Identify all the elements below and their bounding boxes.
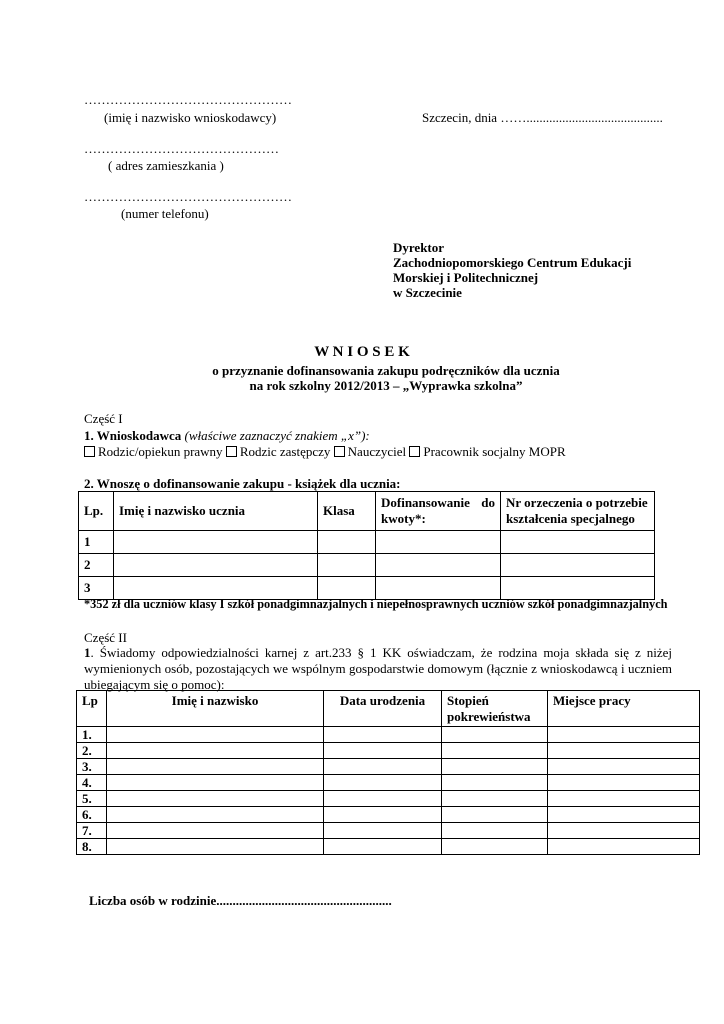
family-count: Liczba osób w rodzinie...................................................... [89, 893, 392, 908]
family-statement: 1. Świadomy odpowiedzialności karnej z art.233 § 1 KK oświadczam, że rodzina moja składa się z niżej wymienionych osób, pozostających we wspólnym gospodarstwie domowym (łącznie z wnioskodawcą i uczniem ubiegającym się o pomoc): [84, 645, 672, 692]
phone-dots: ………………………………………… [84, 189, 292, 204]
table-row: 3. [77, 759, 700, 775]
address-label: ( adres zamieszkania ) [108, 158, 224, 173]
table-row: 1 [79, 531, 655, 554]
applicant-question [84, 428, 370, 444]
checkbox-icon[interactable] [409, 446, 420, 457]
checkbox-icon[interactable] [226, 446, 237, 457]
col-lp: Lp. [79, 492, 114, 531]
col-name: Imię i nazwisko [107, 691, 324, 727]
city-date: Szczecin, dnia …….......................................... [422, 110, 663, 125]
checkbox-icon[interactable] [334, 446, 345, 457]
part1-label: Część I [84, 411, 123, 426]
recipient-line2: Zachodniopomorskiego Centrum Edukacji [393, 255, 632, 270]
table-row: 2. [77, 743, 700, 759]
name-dots: ………………………………………… [84, 92, 292, 107]
recipient-line3: Morskiej i Politechnicznej [393, 270, 539, 285]
document-subtitle-2: na rok szkolny 2012/2013 – „Wyprawka szkolna” [249, 378, 523, 393]
table-row: 2 [79, 554, 655, 577]
address-dots: ……………………………………… [84, 141, 279, 156]
table-row: 5. [77, 791, 700, 807]
recipient-line1: Dyrektor [393, 240, 445, 255]
checkbox-icon[interactable] [84, 446, 95, 457]
student-table [78, 491, 655, 600]
col-workplace: Miejsce pracy [548, 691, 700, 727]
applicant-question-hint: (właściwe zaznaczyć znakiem „x”): [184, 428, 370, 443]
family-table [76, 690, 700, 855]
option-parent[interactable]: Rodzic/opiekun prawny [84, 444, 223, 459]
table-row: 3 [79, 577, 655, 600]
name-label: (imię i nazwisko wnioskodawcy) [104, 110, 277, 125]
recipient-line4: w Szczecinie [393, 285, 462, 300]
table-header-row [77, 691, 700, 727]
col-class: Klasa [318, 492, 376, 531]
col-relationship: Stopień pokrewieństwa [442, 691, 548, 727]
footnote: *352 zł dla uczniów klasy I szkół ponadgimnazjalnych i niepełnosprawnych uczniów szkół ponadgimnazjalnych [84, 597, 668, 611]
col-certificate: Nr orzeczenia o potrzebie kształcenia specjalnego [501, 492, 655, 531]
table-row: 7. [77, 823, 700, 839]
option-teacher[interactable]: Nauczyciel [334, 444, 406, 459]
phone-label: (numer telefonu) [121, 206, 209, 221]
col-lp: Lp [77, 691, 107, 727]
option-social-worker[interactable]: Pracownik socjalny MOPR [409, 444, 565, 459]
table-row: 8. [77, 839, 700, 855]
col-student-name: Imię i nazwisko ucznia [114, 492, 318, 531]
document-title: W N I O S E K [314, 344, 410, 360]
books-question: 2. Wnoszę o dofinansowanie zakupu - książek dla ucznia: [84, 476, 401, 491]
table-row: 1. [77, 727, 700, 743]
document-subtitle-1: o przyznanie dofinansowania zakupu podręczników dla ucznia [212, 363, 560, 378]
col-funding: Dofinansowanie do kwoty*: [376, 492, 501, 531]
applicant-options [84, 444, 566, 460]
col-birth-date: Data urodzenia [324, 691, 442, 727]
part2-label: Część II [84, 630, 127, 645]
table-row: 4. [77, 775, 700, 791]
applicant-question-label: 1. Wnioskodawca [84, 428, 182, 443]
table-header-row [79, 492, 655, 531]
option-foster-parent[interactable]: Rodzic zastępczy [226, 444, 331, 459]
table-row: 6. [77, 807, 700, 823]
